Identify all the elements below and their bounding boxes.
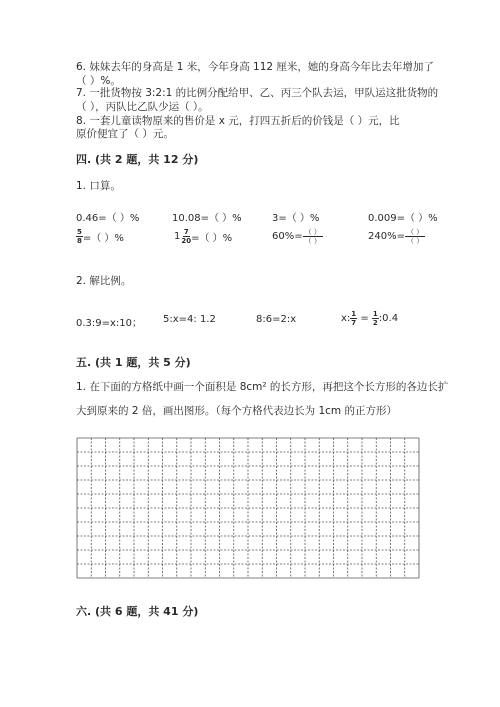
ratio-item-2: 5:x=4: 1.2 xyxy=(163,314,216,325)
calc-item-4: 0.009=（ ）% xyxy=(368,213,438,224)
calc-item-2: 10.08=（ ）% xyxy=(172,213,242,224)
question-8-line-1: 8. 一套儿童读物原来的售价是 x 元，打四五折后的价钱是（ ）元，比 xyxy=(76,115,400,127)
question-8-line-2: 原价便宜了（ ）元。 xyxy=(76,128,174,140)
calc-item-6: 1 $\frac{7}{20}$ =（ ）% xyxy=(174,228,233,245)
ratio-item-1: 0.3:9=x:10； xyxy=(76,318,143,329)
section-4-heading: 四. (共 2 题，共 12 分) xyxy=(76,153,199,166)
section-5-question-line-2: 大到原来的 2 倍，画出图形。（每个方格代表边长为 1cm 的正方形） xyxy=(76,405,397,417)
question-6-line-1: 6. 妹妹去年的身高是 1 米，今年身高 112 厘米，她的身高今年比去年增加了 xyxy=(76,61,434,73)
section-5-heading: 五. (共 1 题，共 5 分) xyxy=(76,356,191,369)
question-6-line-2: （ ）%。 xyxy=(76,75,121,87)
calc-item-8: 240%= （ ） （ ） xyxy=(368,228,424,245)
blank-fraction: （ ） （ ） xyxy=(304,228,321,245)
calc-item-5: $\frac{5}{8}$ =（ ）% xyxy=(77,228,124,245)
calc-item-7: 60%= （ ） （ ） xyxy=(272,228,321,245)
calc-item-1: 0.46=（ ）% xyxy=(76,213,140,224)
question-1-title: 1. 口算。 xyxy=(76,180,121,192)
fraction: $\frac{5}{8}$ xyxy=(77,228,82,245)
calc-item-3: 3=（ ）% xyxy=(272,213,320,224)
section-6-heading: 六. (共 6 题，共 41 分) xyxy=(76,605,199,618)
question-2-title: 2. 解比例。 xyxy=(76,275,132,287)
question-7-line-1: 7. 一批货物按 3:2:1 的比例分配给甲、乙、丙三个队去运，甲队运这批货物的 xyxy=(76,87,439,99)
question-7-line-2: （ ），丙队比乙队少运（ ）。 xyxy=(76,101,209,113)
ratio-item-3: 8:6=2:x xyxy=(256,314,297,325)
mixed-number: 1 $\frac{7}{20}$ xyxy=(174,228,192,245)
fraction: $\frac{1}{2}$ xyxy=(372,310,378,327)
section-5-question-line-1: 1. 在下面的方格纸中画一个面积是 8cm² 的长方形，再把这个长方形的各边长扩 xyxy=(76,381,449,393)
blank-fraction: （ ） （ ） xyxy=(406,228,424,245)
ratio-item-4: x: $\frac{1}{7}$ = $\frac{1}{2}$ :0.4 xyxy=(341,310,399,327)
fraction: $\frac{1}{7}$ xyxy=(351,310,357,327)
square-grid-paper xyxy=(76,437,420,579)
